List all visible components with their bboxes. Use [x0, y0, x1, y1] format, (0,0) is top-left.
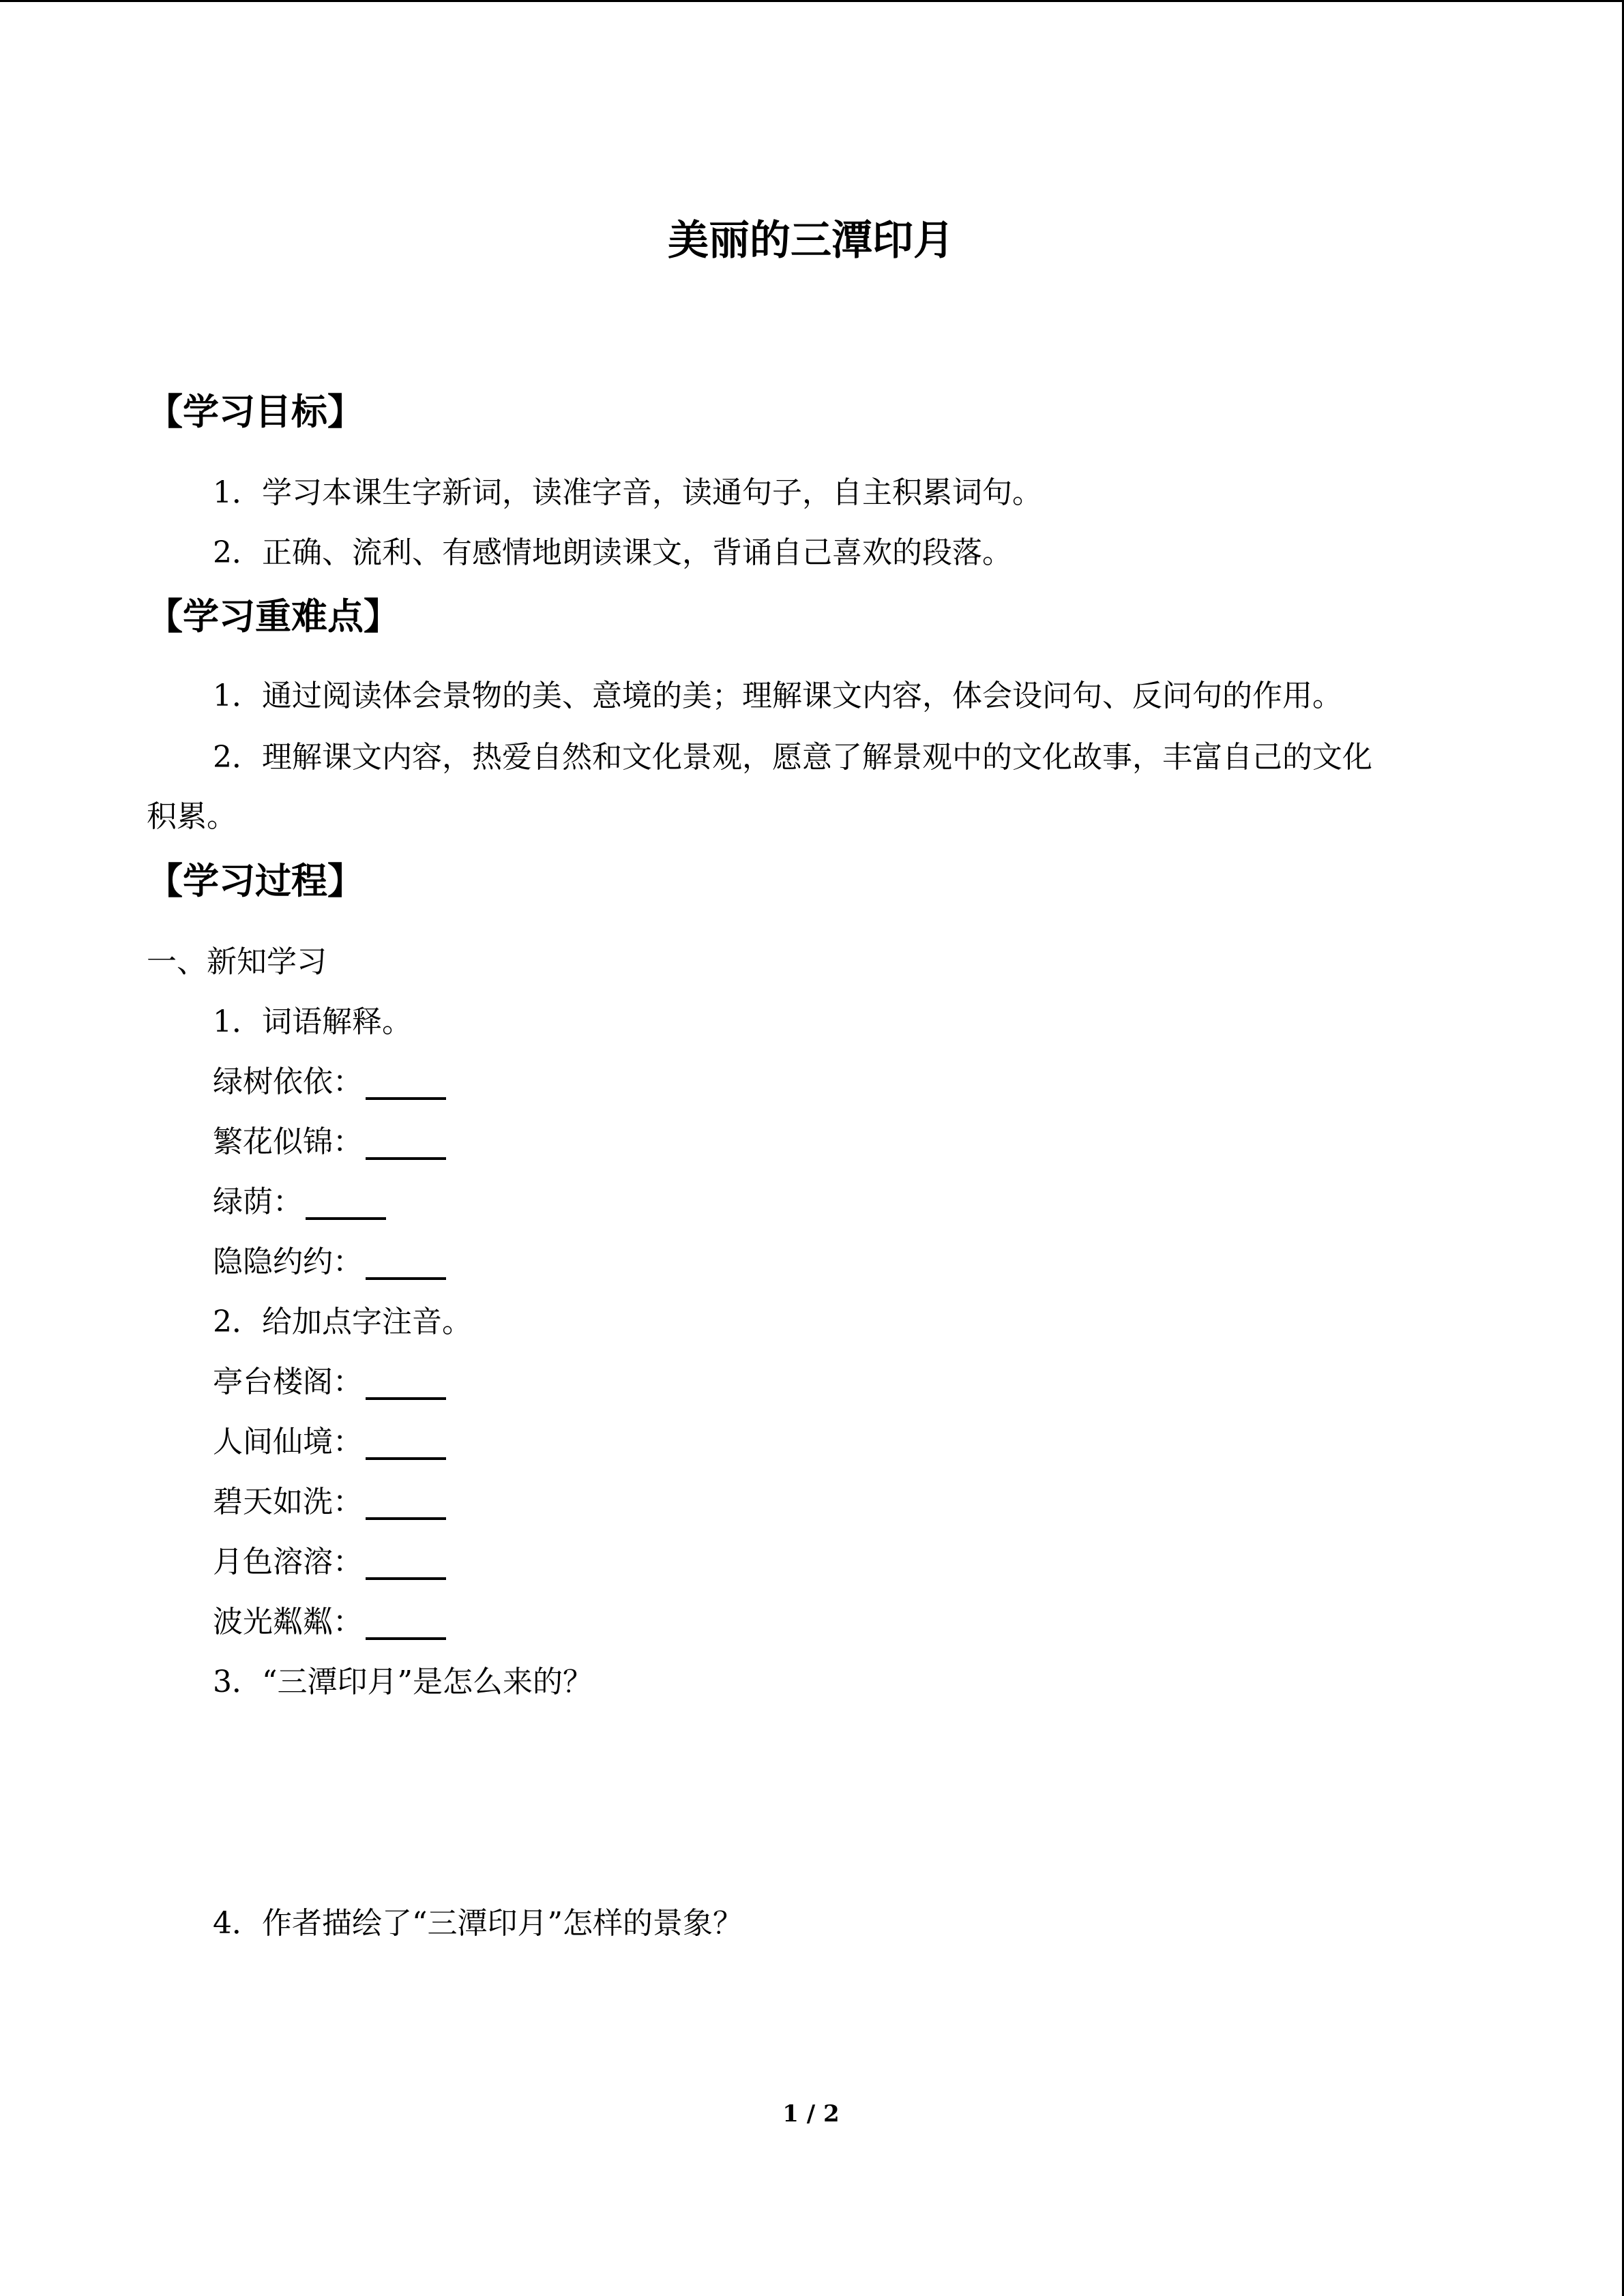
answer-blank[interactable]	[366, 1277, 446, 1280]
term-label: 繁花似锦：	[213, 1124, 363, 1159]
question-4: 4．作者描绘了“三潭印月”怎样的景象？	[213, 1906, 743, 1941]
term-label: 绿荫：	[213, 1184, 303, 1219]
answer-blank[interactable]	[366, 1517, 446, 1520]
term-blank-row	[213, 1418, 446, 1466]
answer-blank[interactable]	[366, 1637, 446, 1640]
question-2: 2．给加点字注音。	[213, 1304, 472, 1339]
term-label: 绿树依依：	[213, 1064, 363, 1099]
section-heading-process: 【学习过程】	[147, 861, 364, 902]
answer-blank[interactable]	[306, 1217, 386, 1220]
term-blank-row	[213, 1238, 446, 1286]
objective-item: 1．学习本课生字新词，读准字音，读通句子，自主积累词句。	[213, 475, 1042, 510]
term-blank-row	[213, 1118, 446, 1166]
term-label: 亭台楼阁：	[213, 1365, 363, 1399]
answer-blank[interactable]	[366, 1457, 446, 1460]
term-label: 隐隐约约：	[213, 1244, 363, 1279]
term-label: 人间仙境：	[213, 1425, 363, 1459]
answer-blank[interactable]	[366, 1577, 446, 1580]
question-3: 3．“三潭印月”是怎么来的？	[213, 1665, 593, 1699]
objective-item: 2．正确、流利、有感情地朗读课文，背诵自己喜欢的段落。	[213, 535, 1012, 570]
term-blank-row	[213, 1598, 446, 1646]
key-point-item: 1．通过阅读体会景物的美、意境的美；理解课文内容，体会设问句、反问句的作用。	[213, 679, 1342, 713]
page-number: 1 / 2	[782, 2100, 840, 2128]
term-blank-row	[213, 1358, 446, 1406]
key-point-item: 2．理解课文内容，热爱自然和文化景观，愿意了解景观中的文化故事，丰富自己的文化	[213, 740, 1372, 775]
section-heading-key-points: 【学习重难点】	[147, 596, 400, 638]
document-title: 美丽的三潭印月	[668, 217, 954, 265]
answer-blank[interactable]	[366, 1097, 446, 1100]
question-1: 1．词语解释。	[213, 1004, 412, 1039]
answer-blank[interactable]	[366, 1397, 446, 1400]
answer-blank[interactable]	[366, 1157, 446, 1160]
section-heading-objectives: 【学习目标】	[147, 391, 364, 433]
term-blank-row	[213, 1178, 386, 1226]
key-point-item-continuation: 积累。	[147, 799, 237, 834]
term-blank-row	[213, 1478, 446, 1526]
term-label: 碧天如洗：	[213, 1485, 363, 1519]
term-blank-row	[213, 1058, 446, 1106]
term-label: 月色溶溶：	[213, 1545, 363, 1579]
subsection-title: 一、新知学习	[147, 944, 327, 979]
term-label: 波光粼粼：	[213, 1605, 363, 1639]
term-blank-row	[213, 1538, 446, 1586]
